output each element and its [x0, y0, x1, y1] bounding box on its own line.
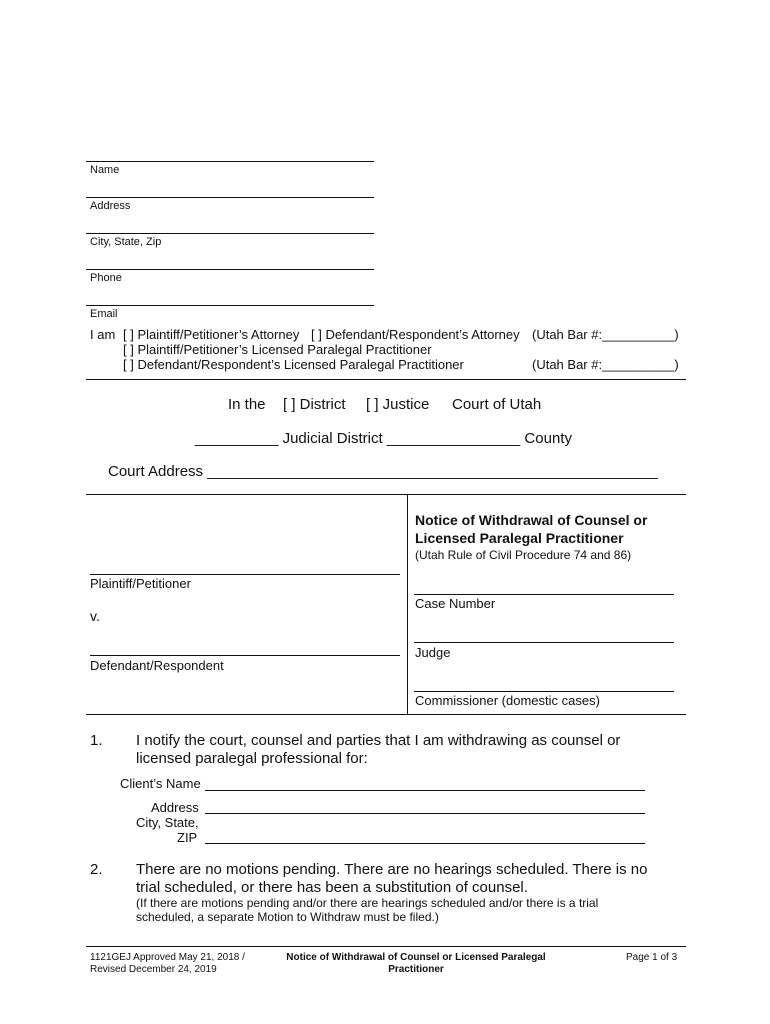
item-2-note-line1: (If there are motions pending and/or there are hearings scheduled and/or there is a trial	[136, 896, 599, 910]
client-city-label: City, State,	[136, 815, 199, 830]
case-number-label: Case Number	[415, 596, 496, 611]
document-title-line1: Notice of Withdrawal of Counsel or	[415, 512, 648, 528]
document-title-line2: Licensed Paralegal Practitioner	[415, 530, 624, 546]
district-option[interactable]: [ ] District	[283, 396, 346, 413]
role-divider	[86, 379, 686, 380]
i-am-label: I am	[90, 327, 116, 342]
role-defendant-paralegal[interactable]: [ ] Defendant/Respondent’s Licensed Paralegal Practitioner	[123, 357, 464, 372]
court-of-utah-label: Court of Utah	[452, 396, 542, 413]
client-zip-label: ZIP	[177, 830, 198, 845]
bar-number-1: (Utah Bar #:__________)	[532, 327, 679, 342]
city-label: City, State, Zip	[90, 236, 162, 248]
defendant-label: Defendant/Respondent	[90, 658, 224, 673]
email-label: Email	[90, 308, 118, 320]
plaintiff-label: Plaintiff/Petitioner	[90, 576, 191, 591]
item-2-number: 2.	[90, 861, 103, 878]
item-2-note-line2: scheduled, a separate Motion to Withdraw must be filed.)	[136, 910, 439, 924]
client-name-label: Client’s Name	[120, 776, 201, 791]
caption-divider	[407, 494, 408, 714]
page-number: Page 1 of 3	[626, 952, 678, 963]
phone-label: Phone	[90, 272, 122, 284]
city-line	[86, 233, 374, 234]
rule-reference: (Utah Rule of Civil Procedure 74 and 86)	[415, 548, 632, 562]
name-label: Name	[90, 164, 120, 176]
client-city-zip-field[interactable]	[205, 843, 645, 844]
role-defendant-attorney[interactable]: [ ] Defendant/Respondent’s Attorney	[311, 327, 520, 342]
client-address-label: Address	[151, 800, 199, 815]
plaintiff-line	[90, 574, 400, 575]
commissioner-label: Commissioner (domestic cases)	[415, 693, 600, 708]
client-address-field[interactable]	[205, 813, 645, 814]
case-number-line	[414, 594, 674, 595]
caption-bottom-rule	[86, 714, 686, 715]
item-2-text-line2: trial scheduled, or there has been a substitution of counsel.	[136, 879, 528, 896]
role-plaintiff-attorney[interactable]: [ ] Plaintiff/Petitioner’s Attorney	[123, 327, 300, 342]
bar-number-2: (Utah Bar #:__________)	[532, 357, 679, 372]
in-the-label: In the	[228, 396, 266, 413]
justice-option[interactable]: [ ] Justice	[366, 396, 430, 413]
caption-top-rule	[86, 494, 686, 495]
phone-line	[86, 269, 374, 270]
versus-label: v.	[90, 608, 100, 624]
item-2-text-line1: There are no motions pending. There are no hearings scheduled. There is no	[136, 861, 648, 878]
judge-label: Judge	[415, 645, 451, 660]
role-plaintiff-paralegal[interactable]: [ ] Plaintiff/Petitioner’s Licensed Paralegal Practitioner	[123, 342, 432, 357]
judicial-district-line: __________ Judicial District ________________ County	[195, 430, 572, 447]
footer-title-line2: Practitioner	[388, 964, 444, 975]
item-1-text-line1: I notify the court, counsel and parties that I am withdrawing as counsel or	[136, 732, 621, 749]
court-address-line: Court Address ______________________________________________________	[108, 463, 658, 480]
commissioner-line	[414, 691, 674, 692]
footer-title-line1: Notice of Withdrawal of Counsel or Licensed Paralegal	[286, 952, 546, 963]
form-id-line1: 1121GEJ Approved May 21, 2018 /	[90, 952, 245, 963]
client-name-field[interactable]	[205, 790, 645, 791]
judge-line	[414, 642, 674, 643]
item-1-number: 1.	[90, 732, 103, 749]
item-1-text-line2: licensed paralegal professional for:	[136, 750, 368, 767]
address-label: Address	[90, 200, 131, 212]
name-line	[86, 161, 374, 162]
form-id-line2: Revised December 24, 2019	[90, 964, 217, 975]
email-line	[86, 305, 374, 306]
footer-rule	[86, 946, 686, 947]
address-line	[86, 197, 374, 198]
defendant-line	[90, 655, 400, 656]
